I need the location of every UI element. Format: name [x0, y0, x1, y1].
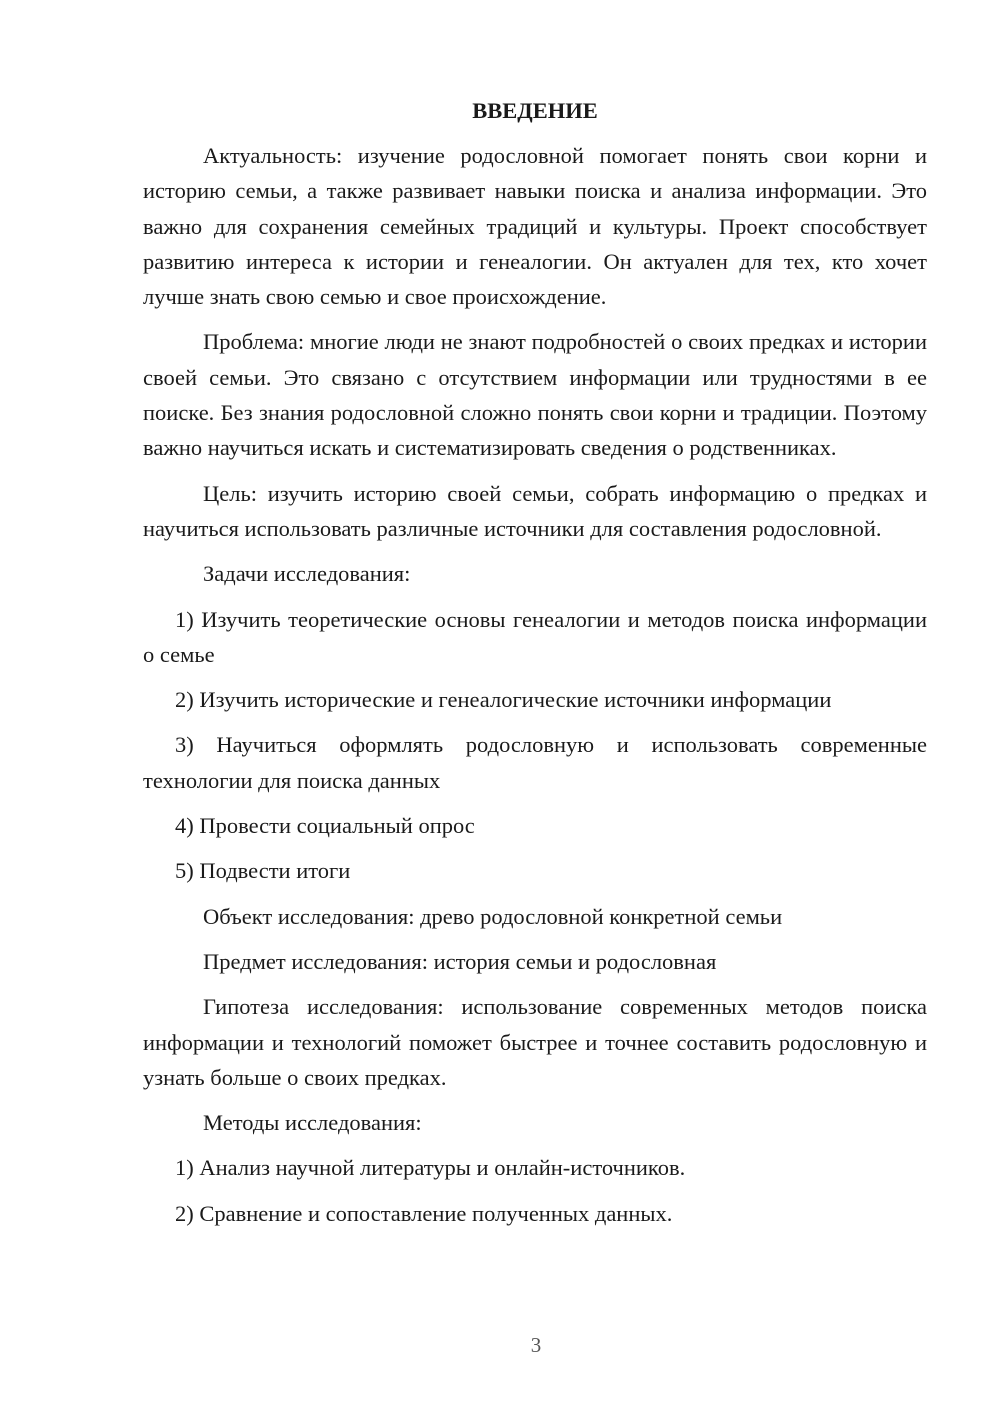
- task-item-1: 1) Изучить теоретические основы генеалогии и методов поиска информации о семье: [143, 606, 927, 667]
- method-item-1: 1) Анализ научной литературы и онлайн-источников.: [175, 1155, 686, 1181]
- goal-paragraph: Цель: изучить историю своей семьи, собрать информацию о предках и научиться использовать различные источники для составления родословной.: [143, 480, 927, 541]
- research-subject: Предмет исследования: история семьи и родословная: [203, 948, 717, 974]
- problem-paragraph: Проблема: многие люди не знают подробностей о своих предках и истории своей семьи. Это связано с отсутствием информации или трудностями в ее поиске. Без знания родословной сложно понять свои корни и традиции. Поэтому важно научиться искать и систематизировать сведения о родственниках.: [143, 329, 927, 461]
- methods-heading: Методы исследования:: [203, 1110, 422, 1136]
- task-item-5: 5) Подвести итоги: [175, 858, 351, 884]
- task-item-4: 4) Провести социальный опрос: [175, 813, 475, 839]
- page-number: 3: [530, 1333, 542, 1357]
- page-content: [143, 93, 927, 1241]
- research-object: Объект исследования: древо родословной конкретной семьи: [203, 903, 783, 929]
- task-item-2: 2) Изучить исторические и генеалогические источники информации: [175, 687, 832, 713]
- section-title: ВВЕДЕНИЕ: [472, 98, 598, 123]
- hypothesis-paragraph: Гипотеза исследования: использование современных методов поиска информации и технологий поможет быстрее и точнее составить родословную и узнать больше о своих предках.: [143, 994, 927, 1090]
- task-item-3: 3) Научиться оформлять родословную и использовать современные технологии для поиска данных: [143, 732, 927, 793]
- method-item-2: 2) Сравнение и сопоставление полученных данных.: [175, 1200, 673, 1226]
- tasks-heading: Задачи исследования:: [203, 561, 411, 587]
- relevance-paragraph: Актуальность: изучение родословной помогает понять свои корни и историю семьи, а также развивает навыки поиска и анализа информации. Это важно для сохранения семейных традиций и культуры. Проект способствует развитию интереса к истории и генеалогии. Он актуален для тех, кто хочет лучше знать свою семью и свое происхождение.: [143, 143, 927, 310]
